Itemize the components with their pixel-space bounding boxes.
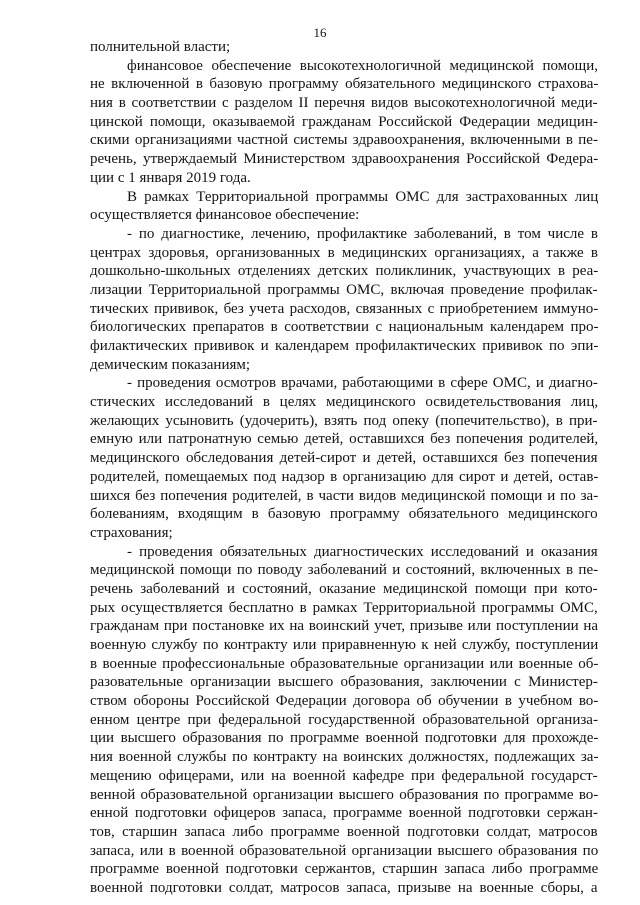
text-line: медицинской помощи по поводу заболеваний и состояний, включенных в пе- bbox=[90, 562, 599, 579]
text-line: ством обороны Российской Федерации договора об обучении в учебном во- bbox=[90, 693, 599, 710]
text-line: дошкольно-школьных отделениях детских поликлиник, участвующих в реа- bbox=[90, 263, 599, 280]
text-line: разовательные организации высшего образования, заключении с Министер- bbox=[90, 674, 598, 691]
text-line: филактических прививок и календарем профилактических прививок по эпи- bbox=[90, 338, 599, 355]
text-line: биологических препаратов в соответствии с национальным календарем про- bbox=[90, 319, 599, 336]
text-line: мещению офицерами, или на военной кафедре при федеральной государст- bbox=[90, 767, 598, 784]
text-line: шихся без попечения родителей, в части видов медицинской помощи и по за- bbox=[90, 487, 599, 504]
text-line: ния военной службы по контракту на воинских должностях, подлежащих за- bbox=[90, 749, 599, 766]
page-number: 16 bbox=[313, 25, 327, 40]
text-line: военную службу по контракту или приравненную к ней службу, поступлении bbox=[90, 637, 599, 654]
text-line: страхования; bbox=[90, 524, 173, 541]
text-line: родителей, помещаемых под надзор в организацию для сирот и детей, остав- bbox=[90, 468, 599, 485]
text-line: енном центре при федеральной государственной образовательной организа- bbox=[90, 711, 598, 728]
text-line: В рамках Территориальной программы ОМС для застрахованных лиц bbox=[127, 188, 599, 205]
text-line: - проведения осмотров врачами, работающими в сфере ОМС, и диагно- bbox=[127, 375, 598, 392]
text-line: стических исследований в целях медицинского освидетельствования лиц, bbox=[90, 394, 599, 411]
text-line: емную или патронатную семью детей, оставшихся без попечения родителей, bbox=[90, 431, 599, 448]
text-line: центрах здоровья, организованных в медицинских организациях, а также в bbox=[90, 244, 598, 261]
text-line: ции с 1 января 2019 года. bbox=[90, 169, 251, 186]
text-line: речень заболеваний и состояний, оказание медицинской помощи при кото- bbox=[90, 580, 598, 597]
text-line: ния в соответствии с разделом II перечня видов высокотехнологичной меди- bbox=[90, 95, 598, 112]
text-line: осуществляется финансовое обеспечение: bbox=[90, 207, 360, 224]
text-line: демическим показаниям; bbox=[90, 356, 251, 373]
text-line: болеваниям, входящим в базовую программу обязательного медицинского bbox=[90, 506, 598, 523]
text-line: гражданам при постановке их на воинский учет, призыве или поступлении на bbox=[90, 618, 599, 635]
text-line: в военные профессиональные образовательные организации или военные об- bbox=[90, 655, 599, 672]
text-line: запаса, или в военной образовательной организации высшего образования по bbox=[90, 842, 599, 859]
text-line: - проведения обязательных диагностических исследований и оказания bbox=[127, 543, 598, 560]
text-line: цинской помощи, оказываемой гражданам Российской Федерации медицин- bbox=[90, 113, 598, 130]
text-line: лизации Территориальной программы ОМС, включая проведение профилак- bbox=[90, 281, 598, 298]
text-line: скими организациями частной системы здравоохранения, включенными в пе- bbox=[90, 132, 598, 149]
text-line: программе военной подготовки сержантов, старшин запаса либо программе bbox=[90, 861, 599, 878]
text-line: рых осуществляется бесплатно в рамках Территориальной программы ОМС, bbox=[90, 599, 598, 616]
text-line: - по диагностике, лечению, профилактике заболеваний, в том числе в bbox=[127, 225, 598, 242]
text-line: тов, старшин запаса либо программе военной подготовки солдат, матросов bbox=[90, 823, 598, 840]
text-line: ции высшего образования по программе военной подготовки для прохожде- bbox=[90, 730, 599, 747]
text-line: венной образовательной организации высшего образования по программе во- bbox=[90, 786, 599, 803]
text-line: енной подготовки офицеров запаса, программе военной подготовки сержан- bbox=[90, 805, 598, 822]
text-line: речень, утверждаемый Министерством здравоохранения Российской Федера- bbox=[90, 151, 599, 168]
text-line: финансовое обеспечение высокотехнологичной медицинской помощи, bbox=[127, 57, 599, 74]
text-line: не включенной в базовую программу обязательного медицинского страхова- bbox=[90, 76, 599, 93]
text-line: военной подготовки солдат, матросов запаса, призыве на военные сборы, а bbox=[90, 880, 598, 896]
text-line: медицинского обследования детей-сирот и детей, оставшихся без попечения bbox=[90, 450, 598, 467]
text-line: желающих усыновить (удочерить), взять под опеку (попечительство), в при- bbox=[90, 412, 598, 429]
text-line: полнительной власти; bbox=[90, 39, 231, 55]
text-line: тических прививок, без учета расходов, связанных с приобретением иммуно- bbox=[90, 300, 599, 317]
